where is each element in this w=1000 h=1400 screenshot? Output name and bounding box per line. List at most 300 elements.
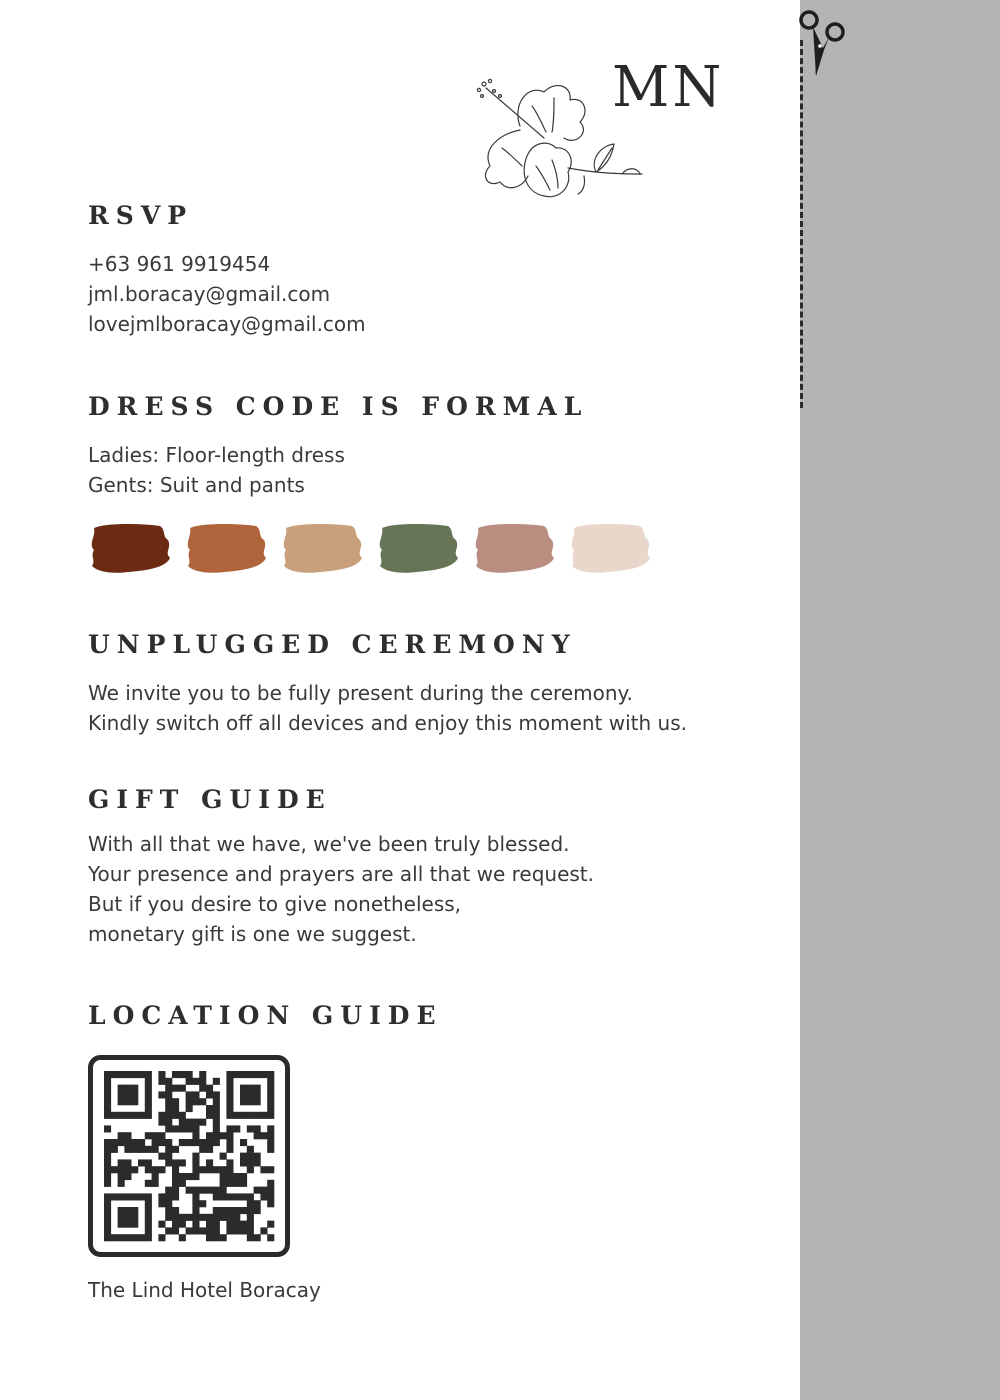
qr-module [104,1227,111,1234]
qr-module [179,1159,186,1166]
qr-module [254,1207,261,1214]
qr-module [226,1112,233,1119]
qr-module [226,1227,233,1234]
qr-module [118,1180,125,1187]
qr-module [226,1091,233,1098]
qr-module [165,1112,172,1119]
qr-module [152,1166,159,1173]
qr-module [192,1221,199,1228]
qr-code-icon[interactable] [88,1055,290,1257]
location-guide-heading: LOCATION GUIDE [88,1001,443,1030]
qr-module [172,1159,179,1166]
qr-module [206,1187,213,1194]
qr-module [267,1125,274,1132]
qr-module [226,1207,233,1214]
qr-module [145,1221,152,1228]
qr-module [145,1085,152,1092]
qr-module [118,1071,125,1078]
tear-off-strip [800,0,1000,1400]
qr-module [165,1091,172,1098]
qr-module [131,1146,138,1153]
qr-module [226,1085,233,1092]
gift-guide-text [88,829,594,949]
qr-module [145,1180,152,1187]
qr-module [124,1098,131,1105]
qr-module [206,1112,213,1119]
qr-module [124,1071,131,1078]
qr-module [247,1166,254,1173]
qr-module [213,1139,220,1146]
qr-module [206,1166,213,1173]
qr-module [206,1085,213,1092]
qr-module [213,1193,220,1200]
qr-module [220,1234,227,1241]
qr-module [158,1091,165,1098]
qr-module [192,1125,199,1132]
qr-module [179,1085,186,1092]
qr-module [118,1098,125,1105]
qr-module [213,1119,220,1126]
qr-module [240,1153,247,1160]
rsvp-heading: RSVP [88,201,194,230]
qr-module [220,1166,227,1173]
qr-module [131,1166,138,1173]
qr-module [199,1166,206,1173]
qr-module [260,1112,267,1119]
qr-module [213,1234,220,1241]
qr-module [254,1085,261,1092]
qr-module [124,1221,131,1228]
qr-module [158,1200,165,1207]
qr-module [186,1098,193,1105]
qr-module [240,1091,247,1098]
qr-module [165,1187,172,1194]
qr-module [118,1234,125,1241]
qr-module [206,1091,213,1098]
qr-module [220,1180,227,1187]
qr-module [206,1132,213,1139]
qr-module [118,1173,125,1180]
qr-module [172,1221,179,1228]
qr-module [213,1214,220,1221]
qr-module [138,1234,145,1241]
qr-module [199,1200,206,1207]
qr-module [226,1221,233,1228]
gift-line: But if you desire to give nonetheless, [88,892,462,916]
qr-module [267,1187,274,1194]
qr-module [104,1221,111,1228]
qr-module [152,1139,159,1146]
color-palette [88,520,668,580]
qr-module [192,1227,199,1234]
qr-module [206,1227,213,1234]
qr-module [233,1207,240,1214]
qr-module [192,1207,199,1214]
qr-module [179,1119,186,1126]
qr-module [131,1139,138,1146]
unplugged-ceremony-heading: UNPLUGGED CEREMONY [88,630,577,659]
qr-module [145,1146,152,1153]
qr-module [192,1193,199,1200]
qr-module [199,1227,206,1234]
qr-module [158,1132,165,1139]
unplugged-line: We invite you to be fully present during the ceremony. [88,681,633,705]
qr-module [179,1221,186,1228]
qr-module [220,1187,227,1194]
qr-module [158,1153,165,1160]
qr-module [131,1085,138,1092]
qr-module [165,1153,172,1160]
qr-module [158,1166,165,1173]
qr-module [152,1180,159,1187]
qr-module [131,1214,138,1221]
qr-module [172,1227,179,1234]
qr-module [118,1139,125,1146]
qr-module [213,1125,220,1132]
unplugged-line: Kindly switch off all devices and enjoy this moment with us. [88,711,687,735]
qr-module [192,1139,199,1146]
qr-module [131,1071,138,1078]
qr-module [165,1207,172,1214]
qr-module [206,1139,213,1146]
qr-module [145,1071,152,1078]
qr-module [172,1146,179,1153]
qr-module [186,1105,193,1112]
qr-module [247,1085,254,1092]
qr-module [192,1098,199,1105]
qr-module [226,1166,233,1173]
qr-module [104,1139,111,1146]
qr-module [158,1112,165,1119]
qr-module [199,1214,206,1221]
qr-module [111,1193,118,1200]
qr-module [118,1214,125,1221]
qr-module [158,1234,165,1241]
qr-module [104,1112,111,1119]
qr-module [104,1078,111,1085]
qr-module [240,1112,247,1119]
qr-module [192,1166,199,1173]
qr-module [267,1180,274,1187]
qr-module [267,1146,274,1153]
qr-module [118,1193,125,1200]
qr-module [254,1112,261,1119]
qr-module [226,1180,233,1187]
qr-module [145,1193,152,1200]
rsvp-email-secondary: lovejmlboracay@gmail.com [88,312,366,336]
qr-module [179,1234,186,1241]
qr-module [145,1234,152,1241]
dress-code-ladies: Ladies: Floor-length dress [88,443,345,467]
qr-module [267,1091,274,1098]
qr-module [145,1105,152,1112]
qr-module [240,1221,247,1228]
qr-module [267,1085,274,1092]
qr-module [111,1071,118,1078]
qr-module [104,1180,111,1187]
qr-module [254,1159,261,1166]
qr-module [152,1173,159,1180]
qr-module [226,1139,233,1146]
gift-line: monetary gift is one we suggest. [88,922,417,946]
qr-module [213,1112,220,1119]
qr-module [247,1193,254,1200]
qr-module [104,1234,111,1241]
qr-module [186,1119,193,1126]
qr-module [254,1234,261,1241]
qr-module [206,1105,213,1112]
qr-module [199,1146,206,1153]
qr-module [104,1193,111,1200]
qr-module [165,1098,172,1105]
qr-module [267,1193,274,1200]
qr-module [172,1166,179,1173]
qr-module [179,1112,186,1119]
qr-module [186,1071,193,1078]
qr-module [165,1193,172,1200]
qr-module [152,1146,159,1153]
couple-monogram: MN [612,55,725,120]
qr-module [179,1173,186,1180]
qr-module [118,1221,125,1228]
qr-module [267,1234,274,1241]
qr-module [165,1119,172,1126]
qr-module [260,1193,267,1200]
dress-code-heading: DRESS CODE IS FORMAL [88,392,589,421]
qr-module [118,1091,125,1098]
qr-module [247,1214,254,1221]
qr-module [247,1159,254,1166]
qr-module [247,1125,254,1132]
qr-module [186,1078,193,1085]
qr-module [192,1132,199,1139]
qr-module [199,1187,206,1194]
qr-module [233,1193,240,1200]
qr-module [247,1200,254,1207]
qr-module [111,1234,118,1241]
qr-module [260,1166,267,1173]
qr-module [213,1091,220,1098]
qr-module [104,1200,111,1207]
cut-line [800,40,803,408]
qr-module [172,1193,179,1200]
qr-module [226,1078,233,1085]
gift-line: With all that we have, we've been truly blessed. [88,832,570,856]
qr-module [247,1112,254,1119]
qr-module [145,1159,152,1166]
qr-module [247,1221,254,1228]
qr-module [213,1166,220,1173]
qr-module [118,1159,125,1166]
qr-module [233,1221,240,1228]
qr-module [233,1180,240,1187]
qr-module [158,1221,165,1228]
qr-module [254,1098,261,1105]
qr-module [267,1098,274,1105]
qr-module [172,1112,179,1119]
qr-module [192,1200,199,1207]
qr-module [179,1125,186,1132]
qr-module [267,1105,274,1112]
qr-module [267,1221,274,1228]
qr-module [260,1132,267,1139]
qr-module [247,1234,254,1241]
qr-module [260,1227,267,1234]
scissors-icon [798,6,846,78]
qr-module [226,1071,233,1078]
dress-code-gents: Gents: Suit and pants [88,473,305,497]
qr-module [172,1071,179,1078]
qr-module [192,1119,199,1126]
qr-module [172,1207,179,1214]
qr-module [138,1139,145,1146]
qr-module [186,1139,193,1146]
qr-module [165,1227,172,1234]
qr-module [199,1078,206,1085]
qr-module [165,1139,172,1146]
qr-module [220,1153,227,1160]
qr-module [165,1125,172,1132]
qr-module [179,1139,186,1146]
qr-module [186,1091,193,1098]
rsvp-contact-list [88,249,366,339]
qr-module [206,1234,213,1241]
qr-module [199,1098,206,1105]
qr-module [145,1214,152,1221]
qr-module [213,1221,220,1228]
qr-module [111,1146,118,1153]
qr-module [165,1085,172,1092]
qr-module [118,1207,125,1214]
qr-module [192,1159,199,1166]
qr-module [158,1139,165,1146]
qr-module [226,1159,233,1166]
qr-module [240,1085,247,1092]
qr-module [131,1221,138,1228]
qr-module [213,1227,220,1234]
qr-module [186,1227,193,1234]
qr-module [213,1078,220,1085]
qr-module [260,1071,267,1078]
qr-module [111,1166,118,1173]
qr-module [111,1112,118,1119]
qr-module [158,1071,165,1078]
qr-module [124,1139,131,1146]
qr-module [220,1193,227,1200]
qr-module [260,1187,267,1194]
qr-module [199,1085,206,1092]
qr-module [233,1071,240,1078]
qr-module [240,1173,247,1180]
qr-module [186,1214,193,1221]
qr-module [145,1132,152,1139]
qr-module [267,1071,274,1078]
qr-module [226,1125,233,1132]
qr-module [124,1173,131,1180]
qr-module [165,1078,172,1085]
qr-module [165,1146,172,1153]
qr-module [192,1153,199,1160]
qr-module [247,1098,254,1105]
qr-module [226,1146,233,1153]
qr-module [165,1200,172,1207]
qr-module [131,1098,138,1105]
qr-module [254,1132,261,1139]
qr-module [267,1112,274,1119]
qr-module [267,1166,274,1173]
qr-module [233,1173,240,1180]
qr-module [172,1125,179,1132]
qr-module [131,1091,138,1098]
qr-module [104,1153,111,1160]
qr-module [240,1193,247,1200]
qr-module [165,1105,172,1112]
qr-module [131,1207,138,1214]
qr-module [226,1098,233,1105]
qr-module [118,1085,125,1092]
qr-module [226,1132,233,1139]
qr-module [172,1173,179,1180]
qr-module [104,1207,111,1214]
qr-module [124,1091,131,1098]
qr-module [131,1112,138,1119]
qr-module [206,1159,213,1166]
qr-module [233,1112,240,1119]
qr-module [254,1187,261,1194]
color-swatch [88,520,172,576]
qr-module [111,1139,118,1146]
qr-module [172,1105,179,1112]
qr-module [267,1078,274,1085]
rsvp-phone: +63 961 9919454 [88,252,271,276]
qr-module [226,1173,233,1180]
qr-module [233,1214,240,1221]
qr-module [138,1193,145,1200]
qr-module [104,1214,111,1221]
qr-module [104,1105,111,1112]
qr-module [220,1132,227,1139]
qr-module [145,1207,152,1214]
unplugged-ceremony-text [88,678,687,738]
qr-module [124,1214,131,1221]
qr-module [247,1071,254,1078]
color-swatch [184,520,268,576]
qr-module [240,1098,247,1105]
qr-module [104,1125,111,1132]
qr-module [104,1159,111,1166]
qr-module [240,1180,247,1187]
qr-module [226,1214,233,1221]
qr-module [124,1132,131,1139]
qr-module [104,1098,111,1105]
qr-module [158,1078,165,1085]
qr-module [267,1200,274,1207]
qr-module [172,1187,179,1194]
qr-module [124,1112,131,1119]
qr-module [104,1166,111,1173]
qr-module [145,1200,152,1207]
qr-module [192,1187,199,1194]
qr-module [145,1091,152,1098]
qr-module [267,1139,274,1146]
qr-module [104,1146,111,1153]
qr-module [124,1085,131,1092]
qr-module [158,1119,165,1126]
qr-module [199,1139,206,1146]
qr-module [199,1071,206,1078]
qr-module [192,1091,199,1098]
qr-module [233,1125,240,1132]
